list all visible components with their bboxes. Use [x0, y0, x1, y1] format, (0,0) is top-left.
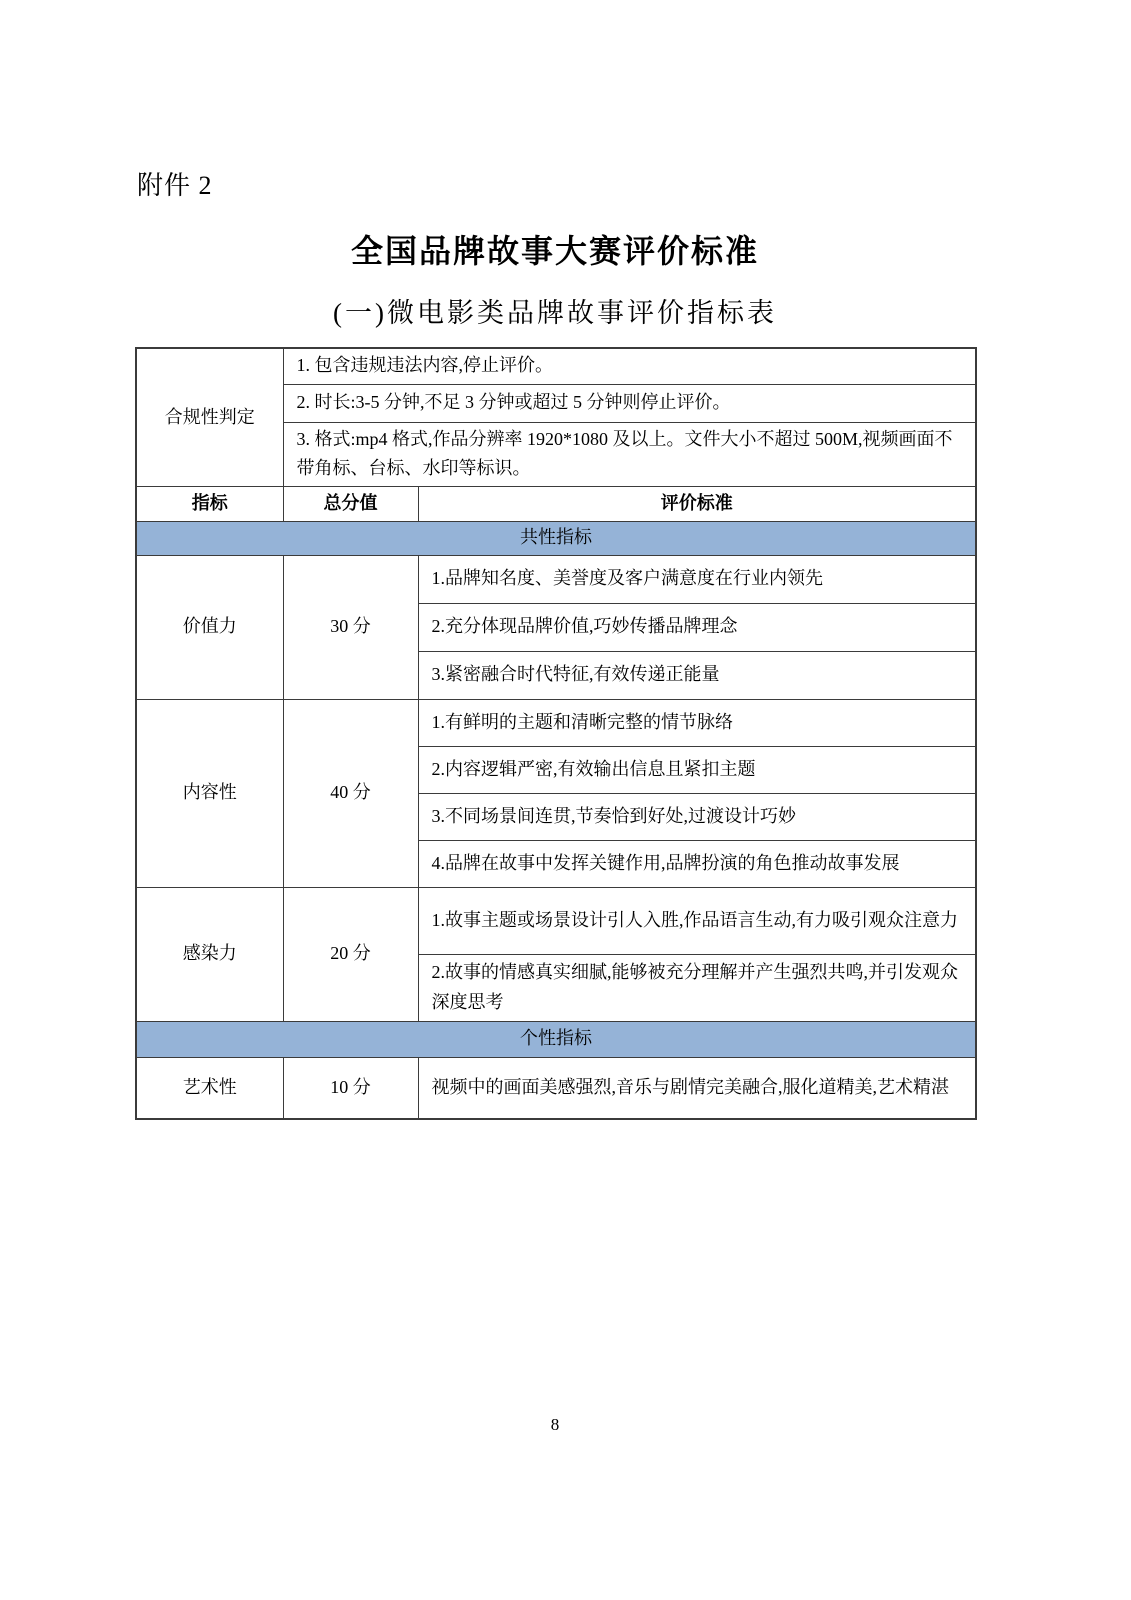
criterion: 2.充分体现品牌价值,巧妙传播品牌理念: [418, 603, 976, 651]
header-indicator: 指标: [136, 486, 283, 521]
indicator-content: 内容性: [136, 699, 283, 887]
page-subtitle: (一)微电影类品牌故事评价指标表: [333, 298, 777, 328]
compliance-item: 1. 包含违规违法内容,停止评价。: [283, 348, 976, 384]
table-row: [136, 555, 976, 603]
score-value: 30 分: [283, 555, 418, 699]
header-score: 总分值: [283, 486, 418, 521]
criterion: 1.品牌知名度、美誉度及客户满意度在行业内领先: [418, 555, 976, 603]
compliance-label: 合规性判定: [136, 348, 283, 486]
compliance-item: 3. 格式:mp4 格式,作品分辨率 1920*1080 及以上。文件大小不超过 500M,视频画面不带角标、台标、水印等标识。: [283, 422, 976, 486]
compliance-item: 2. 时长:3-5 分钟,不足 3 分钟或超过 5 分钟则停止评价。: [283, 384, 976, 422]
section-band-individual: [136, 1021, 976, 1057]
criterion: 3.不同场景间连贯,节奏恰到好处,过渡设计巧妙: [418, 793, 976, 840]
score-artistry: 10 分: [283, 1057, 418, 1119]
criterion: 4.品牌在故事中发挥关键作用,品牌扮演的角色推动故事发展: [418, 840, 976, 887]
header-criteria: 评价标准: [418, 486, 976, 521]
attachment-label: 附件 2: [137, 171, 213, 200]
indicator-appeal: 感染力: [136, 887, 283, 1021]
page-number: 8: [550, 1415, 560, 1434]
page-title: 全国品牌故事大赛评价标准: [350, 233, 759, 269]
table-row: [136, 887, 976, 954]
criterion: 1.故事主题或场景设计引人入胜,作品语言生动,有力吸引观众注意力: [418, 887, 976, 954]
criterion: 3.紧密融合时代特征,有效传递正能量: [418, 651, 976, 699]
indicator-value: 价值力: [136, 555, 283, 699]
section-band-common: [136, 521, 976, 555]
evaluation-table: [135, 347, 977, 1120]
table-row: [136, 1057, 976, 1119]
table-row: [136, 348, 976, 384]
score-appeal: 20 分: [283, 887, 418, 1021]
band-common-label: 共性指标: [136, 521, 976, 555]
score-content: 40 分: [283, 699, 418, 887]
band-individual-label: 个性指标: [136, 1021, 976, 1057]
criterion: 2.内容逻辑严密,有效输出信息且紧扣主题: [418, 746, 976, 793]
criterion: 1.有鲜明的主题和清晰完整的情节脉络: [418, 699, 976, 746]
table-row: [136, 699, 976, 746]
criterion: 2.故事的情感真实细腻,能够被充分理解并产生强烈共鸣,并引发观众深度思考: [418, 954, 976, 1021]
indicator-artistry: 艺术性: [136, 1057, 283, 1119]
criterion: 视频中的画面美感强烈,音乐与剧情完美融合,服化道精美,艺术精湛: [418, 1057, 976, 1119]
table-header-row: [136, 486, 976, 521]
